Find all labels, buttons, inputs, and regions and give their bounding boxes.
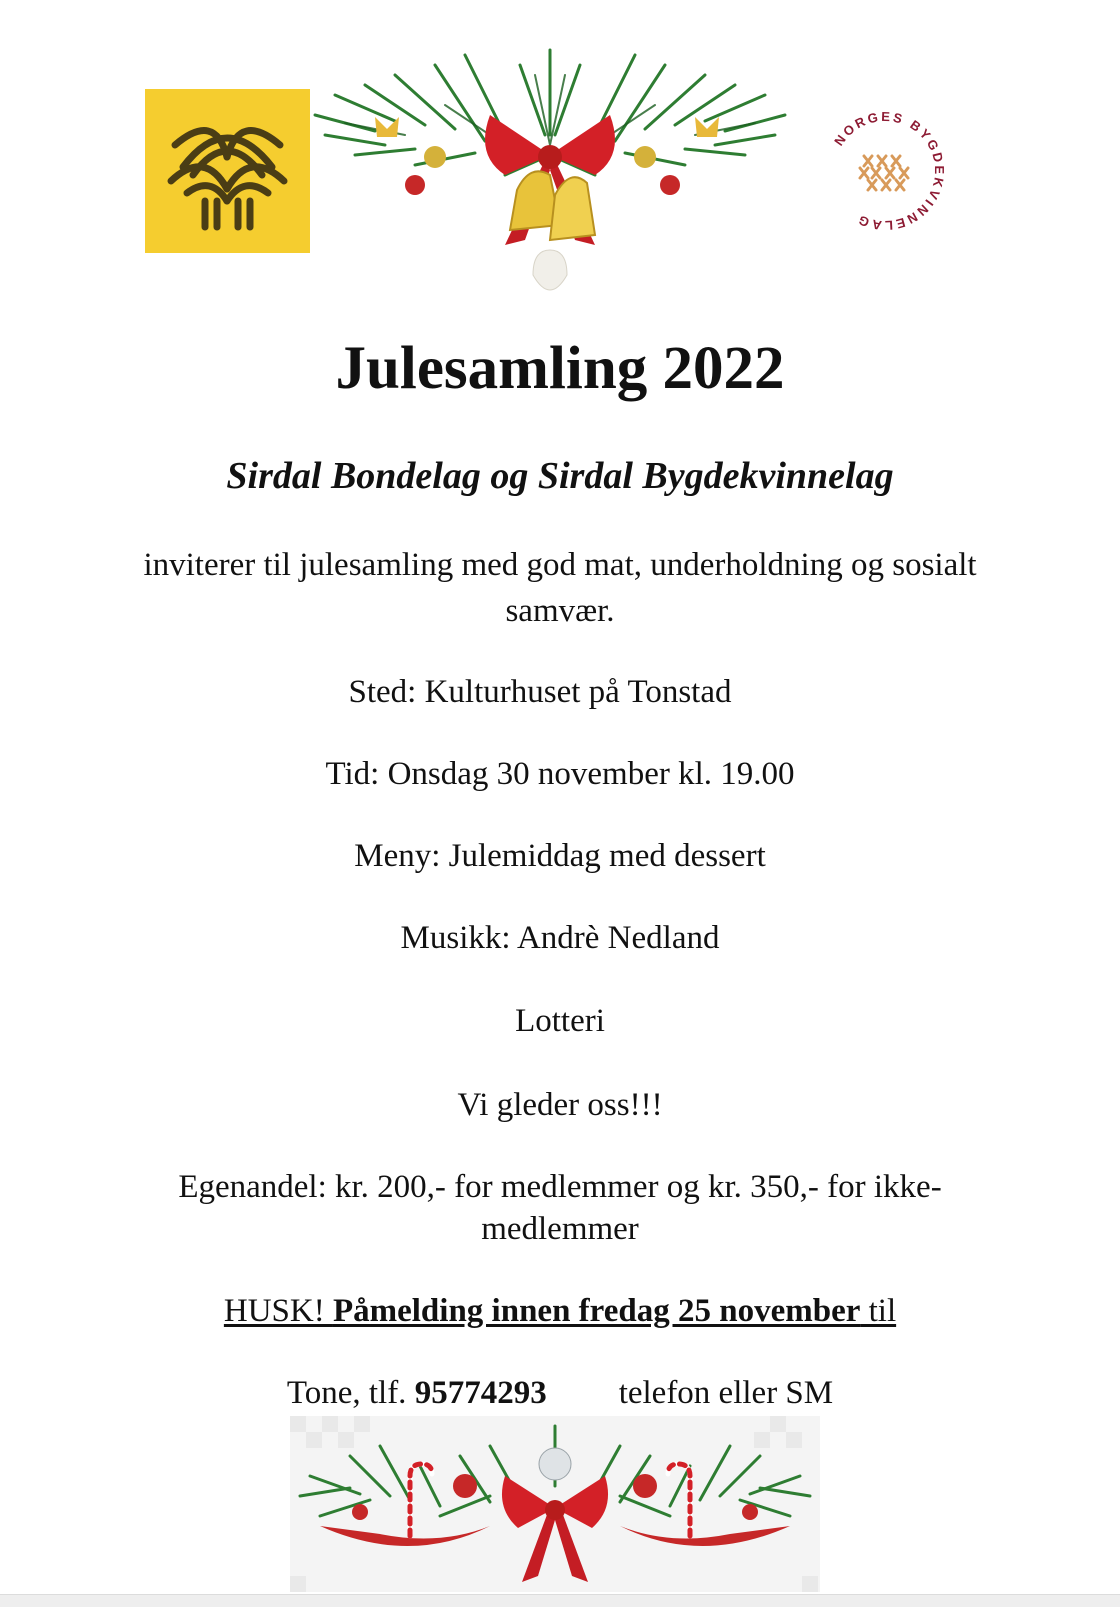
page-bottom-edge bbox=[0, 1594, 1120, 1607]
organizers-subtitle: Sirdal Bondelag og Sirdal Bygdekvinnelag bbox=[226, 455, 894, 497]
invitation-intro: inviterer til julesamling med god mat, underholdning og sosialt samvær. bbox=[143, 547, 977, 629]
christmas-garland-candy-canes-icon bbox=[290, 1416, 820, 1592]
menu-line: Meny: Julemiddag med dessert bbox=[354, 838, 766, 874]
music-line: Musikk: Andrè Nedland bbox=[400, 920, 720, 956]
price-info: Egenandel: kr. 200,- for medlemmer og kr. 350,- for ikke-medlemmer bbox=[178, 1169, 942, 1247]
contact-name: Tone, tlf. bbox=[286, 1375, 415, 1411]
reminder-prefix: HUSK! bbox=[223, 1293, 333, 1329]
contact-phone: 95774293 bbox=[414, 1375, 547, 1411]
wheat-sheaf-icon bbox=[145, 89, 310, 253]
greeting-line: Vi gleder oss!!! bbox=[457, 1087, 663, 1123]
time-line: Tid: Onsdag 30 november kl. 19.00 bbox=[325, 756, 795, 792]
registration-reminder bbox=[0, 1291, 1120, 1331]
lottery-line: Lotteri bbox=[515, 1003, 605, 1039]
bondelag-logo bbox=[145, 89, 310, 253]
contact-method: telefon eller SM bbox=[618, 1375, 834, 1411]
reminder-deadline: Påmelding innen fredag 25 november bbox=[332, 1293, 861, 1329]
bygdekvinnelag-logo bbox=[820, 106, 950, 236]
contact-line bbox=[0, 1373, 1120, 1413]
christmas-garland-bells-icon bbox=[305, 45, 795, 305]
page-title: Julesamling 2022 bbox=[335, 335, 785, 402]
reminder-suffix: til bbox=[860, 1293, 897, 1329]
location-line: Sted: Kulturhuset på Tonstad bbox=[348, 674, 732, 710]
svg-text:NORGES BYGDEKVINNELAG: NORGES BYGDEKVINNELAG bbox=[831, 108, 948, 234]
norges-bygdekvinnelag-emblem-icon bbox=[820, 106, 950, 236]
